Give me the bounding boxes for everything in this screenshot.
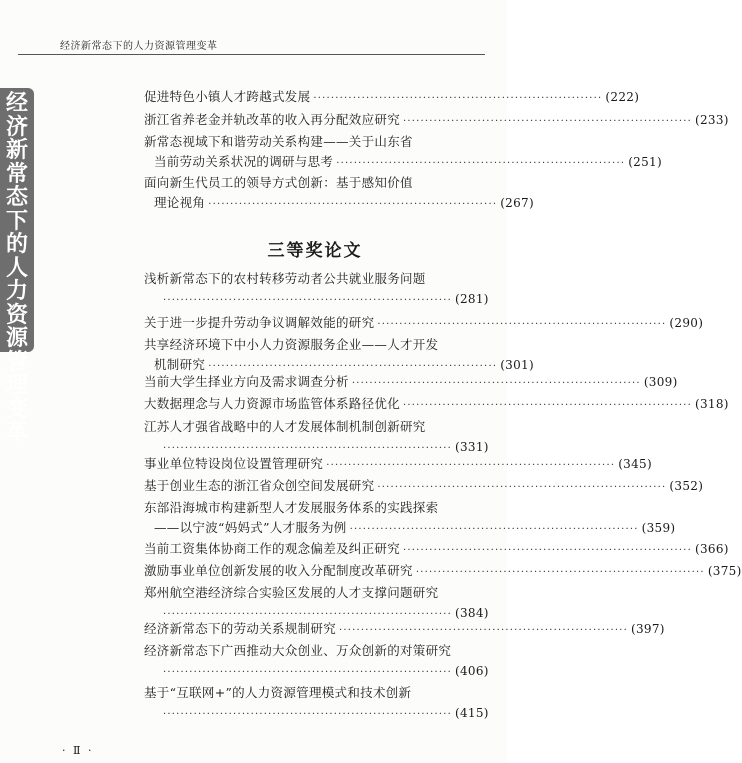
toc-entry-title: 当前大学生择业方向及需求调查分析 — [144, 374, 349, 389]
toc-page-number: (290) — [669, 316, 704, 330]
toc-entry-title: 东部沿海城市构建新型人才发展服务体系的实践探索 — [144, 500, 439, 515]
toc-entry[interactable] — [144, 685, 489, 725]
toc-entry[interactable] — [144, 478, 704, 498]
toc-page-number: (318) — [695, 397, 729, 411]
toc-page-number: (366) — [695, 542, 729, 556]
toc-entry-title: 新常态视域下和谐劳动关系构建——关于山东省 — [144, 134, 413, 149]
toc-entry-title: 基于“互联网+”的人力资源管理模式和技术创新 — [144, 685, 412, 700]
toc-entry[interactable] — [144, 621, 665, 641]
toc-entry[interactable] — [144, 112, 729, 132]
toc-entry-title: ——以宁波“妈妈式”人才服务为例 — [154, 520, 347, 535]
dot-leader: ·································································· — [163, 609, 452, 620]
side-tab-char: 济 — [5, 113, 28, 140]
toc-page-number: (222) — [605, 90, 640, 104]
toc-entry[interactable] — [144, 500, 676, 540]
toc-entry-title: 面向新生代员工的领导方式创新：基于感知价值 — [144, 175, 413, 190]
toc-entry[interactable] — [144, 374, 678, 394]
side-tab-char: 的 — [5, 231, 28, 257]
toc-page-number: (331) — [455, 440, 489, 454]
side-tab-char: 理 — [5, 372, 28, 398]
dot-leader: ·································································· — [326, 460, 616, 471]
dot-leader: ·································································· — [163, 443, 452, 454]
side-tab-char: 下 — [5, 207, 28, 234]
toc-page-number: (397) — [631, 622, 665, 636]
dot-leader: ·································································· — [415, 567, 705, 578]
dot-leader: ·································································· — [403, 400, 693, 411]
side-tab-char: 人 — [5, 254, 28, 281]
toc-page-number: (309) — [643, 375, 678, 389]
toc-entry-title: 江苏人才强省战略中的人才发展体制机制创新研究 — [144, 419, 426, 434]
toc-entry-title: 关于进一步提升劳动争议调解效能的研究 — [144, 315, 375, 330]
side-tab — [0, 88, 34, 445]
dot-leader: ·································································· — [336, 158, 626, 169]
toc-page-number: (359) — [641, 521, 676, 535]
side-tab-char: 经 — [5, 90, 28, 116]
toc-entry-title: 经济新常态下的劳动关系规制研究 — [144, 621, 337, 636]
toc-page-number: (301) — [500, 358, 534, 372]
toc-entry-title: 经济新常态下广西推动大众创业、万众创新的对策研究 — [144, 643, 452, 658]
toc-page-number: (233) — [695, 113, 729, 127]
toc-entry-title: 浅析新常态下的农村转移劳动者公共就业服务问题 — [144, 271, 426, 286]
toc-entry[interactable] — [144, 315, 704, 335]
toc-entry[interactable] — [144, 337, 534, 377]
toc-entry-title: 促进特色小镇人才跨越式发展 — [144, 89, 311, 104]
page-number-footer: · Ⅱ · — [62, 744, 94, 757]
toc-entry-title: 事业单位特设岗位设置管理研究 — [144, 456, 324, 471]
side-tab-char: 革 — [5, 419, 28, 445]
toc-entry[interactable] — [144, 396, 729, 416]
toc-page-number: (345) — [618, 457, 652, 471]
toc-page-number: (406) — [455, 664, 489, 678]
toc-entry[interactable] — [144, 456, 652, 476]
dot-leader: ·································································· — [403, 116, 693, 127]
toc-entry[interactable] — [144, 585, 489, 625]
toc-entry[interactable] — [144, 271, 489, 311]
section-title: 三等奖论文 — [267, 241, 363, 261]
toc-entry-title: 机制研究 — [154, 357, 206, 372]
dot-leader: ·································································· — [377, 319, 667, 330]
toc-entry[interactable] — [144, 643, 489, 683]
toc-page-number: (267) — [500, 196, 534, 210]
side-tab-char: 态 — [5, 184, 28, 210]
toc-entry-title: 共享经济环境下中小人力资源服务企业——人才开发 — [144, 337, 439, 352]
side-tab-char: 源 — [5, 325, 28, 351]
dot-leader: ·································································· — [351, 378, 641, 389]
toc-entry-title: 激励事业单位创新发展的收入分配制度改革研究 — [144, 563, 413, 578]
dot-leader: ·································································· — [377, 482, 667, 493]
toc-entry[interactable] — [144, 563, 742, 583]
running-head: 经济新常态下的人力资源管理变革 — [60, 41, 218, 52]
side-tab-char: 力 — [5, 278, 28, 304]
toc-entry[interactable] — [144, 134, 662, 174]
toc-entry-title: 理论视角 — [154, 195, 206, 210]
side-tab-char: 资 — [5, 301, 28, 328]
side-tab-char: 新 — [5, 137, 28, 163]
header-rule — [18, 54, 485, 55]
toc-entry[interactable] — [144, 541, 729, 561]
dot-leader: ·································································· — [349, 524, 639, 535]
toc-page-number: (415) — [455, 706, 489, 720]
toc-page-number: (375) — [707, 564, 742, 578]
toc-entry-title: 大数据理念与人力资源市场监管体系路径优化 — [144, 396, 401, 411]
toc-entry-title: 郑州航空港经济综合实验区发展的人才支撑问题研究 — [144, 585, 439, 600]
side-tab-char: 常 — [5, 160, 28, 187]
side-tab-char: 变 — [5, 395, 28, 422]
dot-leader: ·································································· — [313, 93, 603, 104]
toc-entry-title: 当前劳动关系状况的调研与思考 — [154, 154, 334, 169]
dot-leader: ·································································· — [163, 295, 452, 306]
dot-leader: ·································································· — [403, 545, 693, 556]
dot-leader: ·································································· — [163, 709, 452, 720]
dot-leader: ·································································· — [208, 361, 498, 372]
dot-leader: ·································································· — [208, 199, 498, 210]
toc-page-number: (281) — [455, 292, 489, 306]
toc-page-number: (384) — [455, 606, 489, 620]
toc-page-number: (251) — [628, 155, 662, 169]
side-tab-char: 管 — [5, 348, 28, 375]
dot-leader: ·································································· — [163, 667, 452, 678]
toc-entry[interactable] — [144, 419, 489, 459]
toc-page-number: (352) — [669, 479, 704, 493]
toc-entry-title: 当前工资集体协商工作的观念偏差及纠正研究 — [144, 541, 401, 556]
toc-entry-title: 基于创业生态的浙江省众创空间发展研究 — [144, 478, 375, 493]
toc-entry[interactable] — [144, 175, 534, 215]
toc-entry[interactable] — [144, 89, 640, 109]
dot-leader: ·································································· — [339, 625, 629, 636]
toc-entry-title: 浙江省养老金并轨改革的收入再分配效应研究 — [144, 112, 401, 127]
